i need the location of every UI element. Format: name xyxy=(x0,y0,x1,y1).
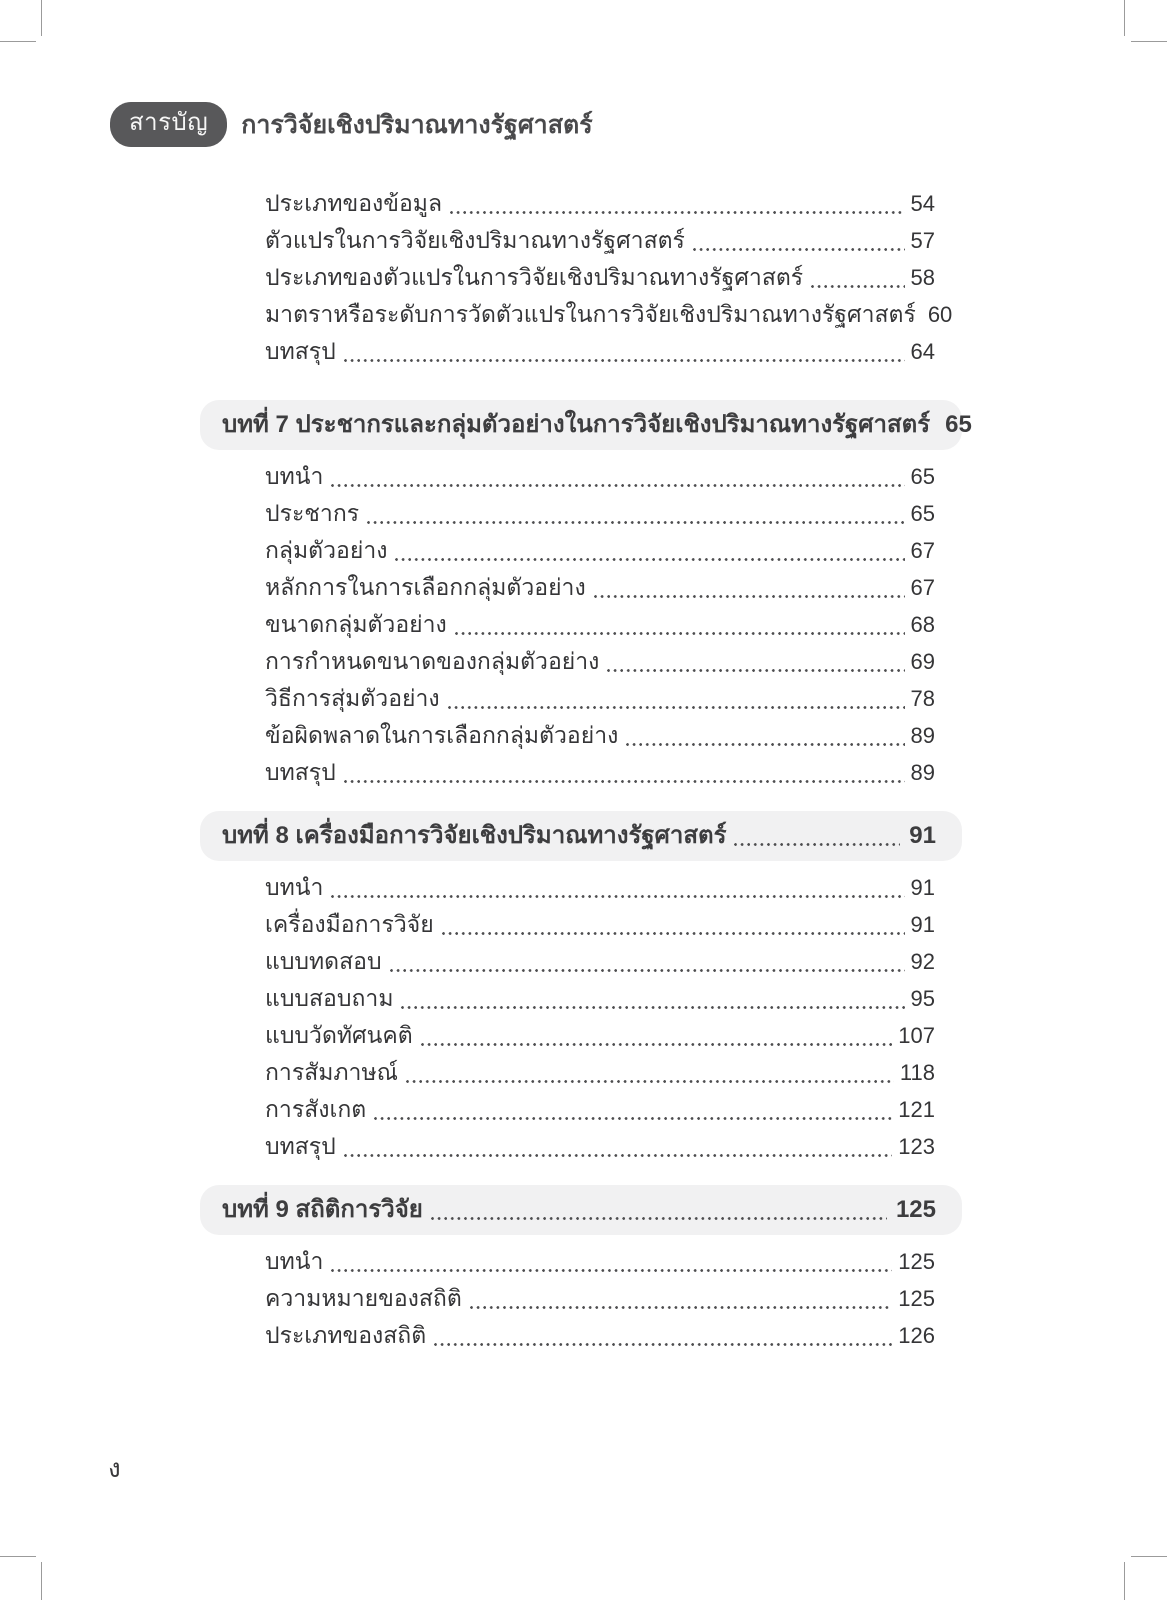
toc-entry-label: ตัวแปรในการวิจัยเชิงปริมาณทางรัฐศาสตร์ xyxy=(265,227,685,253)
toc-entry-row xyxy=(265,1128,935,1165)
toc-section xyxy=(200,185,962,370)
leader-dots xyxy=(442,906,907,943)
toc-entry-label: ประเภทของตัวแปรในการวิจัยเชิงปริมาณทางรัฐศาสตร์ xyxy=(265,264,804,290)
toc-entry-label: กลุ่มตัวอย่าง xyxy=(265,537,388,563)
toc-entry-page-number: 89 xyxy=(910,760,935,785)
leader-dots xyxy=(401,980,906,1017)
leader-dots xyxy=(395,532,906,569)
toc-entry-row xyxy=(265,532,935,569)
toc-badge: สารบัญ xyxy=(110,102,227,147)
toc-entry-row xyxy=(265,754,935,791)
toc-entry-label: บทสรุป xyxy=(265,338,336,364)
toc-entry-label: การสัมภาษณ์ xyxy=(265,1059,398,1085)
toc-entry-label: บทนำ xyxy=(265,1248,324,1274)
toc-entry-page-number: 125 xyxy=(898,1249,935,1274)
toc-entry-row xyxy=(265,259,935,296)
toc-entry-row xyxy=(265,1017,935,1054)
toc-entry-row xyxy=(265,680,935,717)
chapter-heading-label: บทที่ 8 เครื่องมือการวิจัยเชิงปริมาณทางรัฐศาสตร์ xyxy=(222,822,727,849)
toc-entry-page-number: 121 xyxy=(898,1097,935,1122)
leader-dots xyxy=(434,1317,894,1354)
crop-mark-bottom-right-horizontal xyxy=(1131,1556,1167,1557)
toc-entry-page-number: 64 xyxy=(910,339,935,364)
page-header xyxy=(110,102,593,147)
toc-entry-label: บทสรุป xyxy=(265,759,336,785)
chapter-heading-row xyxy=(200,1185,962,1235)
toc-entry-row xyxy=(265,1280,935,1317)
toc-entry-row xyxy=(265,1054,935,1091)
toc-entry-label: ความหมายของสถิติ xyxy=(265,1285,462,1311)
toc-section xyxy=(200,400,972,791)
toc-entry-row xyxy=(265,495,935,532)
toc-entry-page-number: 69 xyxy=(910,649,935,674)
leader-dots xyxy=(344,754,907,791)
toc-entry-row xyxy=(265,1243,935,1280)
toc xyxy=(200,185,972,1354)
toc-entry-label: แบบสอบถาม xyxy=(265,985,394,1011)
leader-dots xyxy=(594,569,907,606)
toc-entry-label: บทนำ xyxy=(265,874,324,900)
toc-entry-label: หลักการในการเลือกกลุ่มตัวอย่าง xyxy=(265,574,586,600)
toc-entry-label: ประเภทของข้อมูล xyxy=(265,190,443,216)
leader-dots xyxy=(421,1017,895,1054)
toc-entry-row xyxy=(265,185,935,222)
toc-entry-row xyxy=(265,717,935,754)
leader-dots xyxy=(693,222,907,259)
toc-entry-label: ขนาดกลุ่มตัวอย่าง xyxy=(265,611,447,637)
leader-dots xyxy=(374,1091,894,1128)
crop-mark-top-right-horizontal xyxy=(1131,41,1167,42)
toc-entry-label: การสังเกต xyxy=(265,1096,367,1122)
leader-dots xyxy=(455,606,907,643)
crop-mark-bottom-left-horizontal xyxy=(0,1556,36,1557)
toc-entry-row xyxy=(265,606,935,643)
leader-dots xyxy=(450,185,906,222)
leader-dots xyxy=(344,333,907,370)
crop-mark-top-right-vertical xyxy=(1124,0,1125,36)
leader-dots xyxy=(470,1280,895,1317)
crop-mark-top-left-horizontal xyxy=(0,41,36,42)
book-title: การวิจัยเชิงปริมาณทางรัฐศาสตร์ xyxy=(241,110,593,139)
toc-entry-label: แบบวัดทัศนคติ xyxy=(265,1022,413,1048)
toc-entry-row xyxy=(265,1091,935,1128)
folio-page-number: ง xyxy=(108,1453,121,1483)
toc-entry-label: ประชากร xyxy=(265,500,360,526)
toc-entry-page-number: 125 xyxy=(898,1286,935,1311)
toc-entry-row xyxy=(265,296,953,333)
chapter-page-number: 91 xyxy=(909,822,936,849)
toc-entry-row xyxy=(265,333,935,370)
chapter-page-number: 125 xyxy=(895,1196,936,1223)
leader-dots xyxy=(448,680,907,717)
toc-section xyxy=(200,811,962,1165)
toc-entry-row xyxy=(265,1317,935,1354)
toc-entry-page-number: 126 xyxy=(898,1323,935,1348)
leader-dots xyxy=(367,495,906,532)
leader-dots xyxy=(406,1054,896,1091)
toc-entry-label: ข้อผิดพลาดในการเลือกกลุ่มตัวอย่าง xyxy=(265,722,619,748)
crop-mark-top-left-vertical xyxy=(41,0,42,36)
toc-entry-page-number: 107 xyxy=(898,1023,935,1048)
toc-entry-label: มาตราหรือระดับการวัดตัวแปรในการวิจัยเชิงปริมาณทางรัฐศาสตร์ xyxy=(265,301,916,327)
toc-entry-page-number: 123 xyxy=(898,1134,935,1159)
toc-entry-page-number: 68 xyxy=(910,612,935,637)
toc-entry-label: แบบทดสอบ xyxy=(265,948,382,974)
chapter-heading-row xyxy=(200,811,962,861)
toc-entry-row xyxy=(265,222,935,259)
crop-mark-bottom-right-vertical xyxy=(1124,1562,1125,1600)
toc-entry-row xyxy=(265,980,935,1017)
toc-entry-label: บทนำ xyxy=(265,463,324,489)
leader-dots xyxy=(331,458,906,495)
toc-entry-label: บทสรุป xyxy=(265,1133,336,1159)
toc-entry-row xyxy=(265,906,935,943)
chapter-heading-label: บทที่ 7 ประชากรและกลุ่มตัวอย่างในการวิจัยเชิงปริมาณทางรัฐศาสตร์ xyxy=(222,411,931,438)
crop-mark-bottom-left-vertical xyxy=(41,1562,42,1600)
toc-entry-row xyxy=(265,943,935,980)
toc-entry-row xyxy=(265,458,935,495)
leader-dots xyxy=(734,811,902,861)
chapter-heading-label: บทที่ 9 สถิติการวิจัย xyxy=(222,1196,423,1223)
leader-dots xyxy=(331,869,906,906)
toc-entry-page-number: 67 xyxy=(910,538,935,563)
toc-entry-page-number: 91 xyxy=(910,912,935,937)
leader-dots xyxy=(390,943,907,980)
toc-entry-page-number: 54 xyxy=(910,191,935,216)
toc-entry-page-number: 58 xyxy=(910,265,935,290)
toc-entry-label: การกำหนดขนาดของกลุ่มตัวอย่าง xyxy=(265,648,600,674)
toc-entry-page-number: 91 xyxy=(910,875,935,900)
toc-entry-page-number: 67 xyxy=(910,575,935,600)
chapter-page-number: 65 xyxy=(945,411,972,438)
leader-dots xyxy=(811,259,906,296)
toc-entry-label: ประเภทของสถิติ xyxy=(265,1322,427,1348)
toc-entry-label: วิธีการสุ่มตัวอย่าง xyxy=(265,685,440,711)
toc-entry-row xyxy=(265,569,935,606)
toc-entry-page-number: 95 xyxy=(910,986,935,1011)
leader-dots xyxy=(344,1128,895,1165)
toc-entry-page-number: 65 xyxy=(910,464,935,489)
leader-dots xyxy=(607,643,906,680)
leader-dots xyxy=(626,717,906,754)
toc-entry-page-number: 118 xyxy=(899,1060,935,1085)
toc-entry-label: เครื่องมือการวิจัย xyxy=(265,911,434,937)
toc-entry-page-number: 65 xyxy=(910,501,935,526)
toc-entry-page-number: 78 xyxy=(910,686,935,711)
leader-dots xyxy=(331,1243,894,1280)
toc-entry-row xyxy=(265,869,935,906)
toc-entry-page-number: 57 xyxy=(910,228,935,253)
leader-dots xyxy=(431,1185,889,1235)
toc-entry-row xyxy=(265,643,935,680)
chapter-heading-row xyxy=(200,400,972,450)
toc-entry-page-number: 92 xyxy=(910,949,935,974)
toc-section xyxy=(200,1185,962,1354)
toc-entry-page-number: 89 xyxy=(910,723,935,748)
toc-entry-page-number: 60 xyxy=(927,302,953,327)
